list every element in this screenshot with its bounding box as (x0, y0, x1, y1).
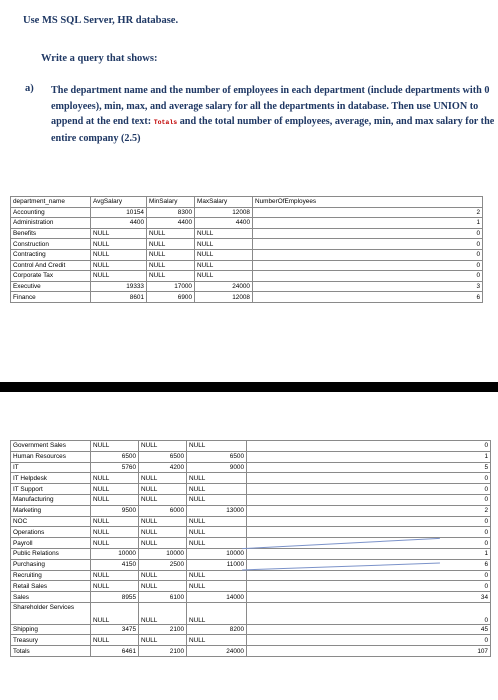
value-cell: NULL (91, 602, 139, 624)
department-cell: Construction (11, 239, 91, 250)
value-cell: 4400 (91, 218, 147, 229)
value-cell: NULL (147, 249, 195, 260)
value-cell: 2 (253, 207, 483, 218)
value-cell: 45 (247, 624, 491, 635)
value-cell: NULL (187, 581, 247, 592)
value-cell: 0 (247, 570, 491, 581)
table-row (11, 602, 491, 624)
value-cell: 0 (247, 527, 491, 538)
table-row (11, 484, 491, 495)
value-cell: 10154 (91, 207, 147, 218)
value-cell: 0 (253, 249, 483, 260)
value-cell: NULL (91, 260, 147, 271)
value-cell: NULL (91, 484, 139, 495)
value-cell: 10000 (139, 548, 187, 559)
page-heading: Use MS SQL Server, HR database. (23, 15, 179, 26)
value-cell: NULL (91, 441, 139, 452)
value-cell: NULL (187, 441, 247, 452)
value-cell: 11000 (187, 559, 247, 570)
table-row (11, 441, 491, 452)
table-row (11, 260, 483, 271)
department-cell: Retail Sales (11, 581, 91, 592)
value-cell: NULL (91, 473, 139, 484)
value-cell: NULL (139, 570, 187, 581)
table-row (11, 271, 483, 282)
value-cell: 6461 (91, 646, 139, 657)
value-cell: NULL (187, 570, 247, 581)
department-cell: Payroll (11, 538, 91, 549)
table-row (11, 646, 491, 657)
value-cell: 0 (247, 473, 491, 484)
question-marker: a) (25, 83, 34, 94)
value-cell: 4400 (195, 218, 253, 229)
value-cell: NULL (139, 516, 187, 527)
value-cell: NULL (195, 239, 253, 250)
value-cell: NULL (187, 473, 247, 484)
value-cell: 0 (253, 271, 483, 282)
value-cell: 6900 (147, 292, 195, 303)
value-cell: NULL (139, 494, 187, 505)
value-cell: 2100 (139, 646, 187, 657)
department-cell: IT Support (11, 484, 91, 495)
table-row (11, 516, 491, 527)
value-cell: NULL (91, 527, 139, 538)
value-cell: 4400 (147, 218, 195, 229)
department-cell: Shareholder Services (11, 602, 91, 624)
value-cell: NULL (139, 538, 187, 549)
table-row (11, 462, 491, 473)
value-cell: 19333 (91, 281, 147, 292)
value-cell: NULL (91, 494, 139, 505)
table-row (11, 570, 491, 581)
value-cell: 0 (253, 228, 483, 239)
value-cell: 8601 (91, 292, 147, 303)
department-cell: Government Sales (11, 441, 91, 452)
value-cell: NULL (187, 516, 247, 527)
table-row (11, 451, 491, 462)
department-cell: Contracting (11, 249, 91, 260)
table-row (11, 281, 483, 292)
value-cell: 0 (247, 441, 491, 452)
department-cell: Sales (11, 592, 91, 603)
question-text-before: The department name and the number of employees in each department (include departments with 0 employees), min, max, and average salary for all the departments in database. Then use UNION to append at the end text: (51, 85, 490, 127)
table-row (11, 218, 483, 229)
value-cell: 13000 (187, 505, 247, 516)
task-subheading: Write a query that shows: (41, 53, 158, 64)
value-cell: NULL (91, 228, 147, 239)
table-row (11, 592, 491, 603)
value-cell: 12008 (195, 292, 253, 303)
value-cell: 0 (247, 538, 491, 549)
value-cell: 6500 (187, 451, 247, 462)
value-cell: 3475 (91, 624, 139, 635)
value-cell: NULL (91, 516, 139, 527)
value-cell: 9000 (187, 462, 247, 473)
table-row (11, 207, 483, 218)
department-cell: Corporate Tax (11, 271, 91, 282)
department-cell: IT (11, 462, 91, 473)
value-cell: 4200 (139, 462, 187, 473)
value-cell: NULL (139, 581, 187, 592)
value-cell: 34 (247, 592, 491, 603)
value-cell: NULL (195, 249, 253, 260)
value-cell: NULL (91, 538, 139, 549)
column-header: department_name (11, 197, 91, 208)
value-cell: 5760 (91, 462, 139, 473)
value-cell: 6000 (139, 505, 187, 516)
table-row (11, 635, 491, 646)
value-cell: 6100 (139, 592, 187, 603)
value-cell: NULL (147, 228, 195, 239)
department-cell: Control And Credit (11, 260, 91, 271)
value-cell: 24000 (195, 281, 253, 292)
question-text-after: and the total number of employees, average, min, and max salary for the entire company (2.5) (51, 116, 495, 144)
table-row (11, 581, 491, 592)
department-cell: Marketing (11, 505, 91, 516)
value-cell: NULL (91, 635, 139, 646)
department-cell: NOC (11, 516, 91, 527)
table-header-row (11, 197, 483, 208)
value-cell: 12008 (195, 207, 253, 218)
value-cell: NULL (195, 228, 253, 239)
value-cell: NULL (139, 473, 187, 484)
table-row (11, 228, 483, 239)
value-cell: NULL (187, 602, 247, 624)
department-cell: Administration (11, 218, 91, 229)
column-header: NumberOfEmployees (253, 197, 483, 208)
value-cell: 24000 (187, 646, 247, 657)
table-row (11, 548, 491, 559)
column-header: AvgSalary (91, 197, 147, 208)
department-cell: Public Relations (11, 548, 91, 559)
value-cell: 17000 (147, 281, 195, 292)
value-cell: 0 (247, 516, 491, 527)
value-cell: 0 (247, 602, 491, 624)
value-cell: NULL (91, 570, 139, 581)
department-cell: Purchasing (11, 559, 91, 570)
value-cell: NULL (139, 441, 187, 452)
value-cell: 8200 (187, 624, 247, 635)
value-cell: NULL (147, 239, 195, 250)
department-cell: Human Resources (11, 451, 91, 462)
value-cell: 9500 (91, 505, 139, 516)
value-cell: NULL (139, 602, 187, 624)
value-cell: NULL (147, 260, 195, 271)
value-cell: 5 (247, 462, 491, 473)
value-cell: 0 (247, 581, 491, 592)
value-cell: NULL (195, 260, 253, 271)
value-cell: 8300 (147, 207, 195, 218)
value-cell: 0 (253, 260, 483, 271)
question-code: Totals (153, 119, 178, 126)
results-table-1 (10, 196, 483, 303)
value-cell: 107 (247, 646, 491, 657)
value-cell: 1 (247, 451, 491, 462)
value-cell: 6 (247, 559, 491, 570)
value-cell: 0 (247, 484, 491, 495)
department-cell: Totals (11, 646, 91, 657)
value-cell: 6 (253, 292, 483, 303)
value-cell: NULL (187, 538, 247, 549)
department-cell: Executive (11, 281, 91, 292)
value-cell: 10000 (91, 548, 139, 559)
table-row (11, 239, 483, 250)
department-cell: Shipping (11, 624, 91, 635)
department-cell: Treasury (11, 635, 91, 646)
value-cell: NULL (147, 271, 195, 282)
department-cell: Benefits (11, 228, 91, 239)
value-cell: 1 (247, 548, 491, 559)
value-cell: 8955 (91, 592, 139, 603)
value-cell: NULL (187, 494, 247, 505)
table-row (11, 473, 491, 484)
value-cell: 6500 (91, 451, 139, 462)
value-cell: 3 (253, 281, 483, 292)
table-row (11, 527, 491, 538)
value-cell: 10000 (187, 548, 247, 559)
table-row (11, 292, 483, 303)
value-cell: 2500 (139, 559, 187, 570)
value-cell: NULL (195, 271, 253, 282)
column-header: MaxSalary (195, 197, 253, 208)
value-cell: 14000 (187, 592, 247, 603)
value-cell: NULL (187, 484, 247, 495)
table-row (11, 249, 483, 260)
column-header: MinSalary (147, 197, 195, 208)
value-cell: 2100 (139, 624, 187, 635)
question-text (51, 83, 496, 146)
value-cell: NULL (187, 527, 247, 538)
department-cell: Manufacturing (11, 494, 91, 505)
department-cell: Accounting (11, 207, 91, 218)
value-cell: NULL (91, 271, 147, 282)
value-cell: NULL (187, 635, 247, 646)
department-cell: Recruiting (11, 570, 91, 581)
table-row (11, 494, 491, 505)
table-row (11, 505, 491, 516)
value-cell: NULL (91, 249, 147, 260)
value-cell: 4150 (91, 559, 139, 570)
value-cell: 0 (247, 494, 491, 505)
value-cell: NULL (139, 635, 187, 646)
department-cell: Finance (11, 292, 91, 303)
value-cell: NULL (91, 581, 139, 592)
value-cell: 6500 (139, 451, 187, 462)
value-cell: NULL (139, 484, 187, 495)
value-cell: 0 (247, 635, 491, 646)
value-cell: NULL (139, 527, 187, 538)
value-cell: 1 (253, 218, 483, 229)
table-row (11, 624, 491, 635)
separator-band (0, 382, 498, 392)
department-cell: Operations (11, 527, 91, 538)
department-cell: IT Helpdesk (11, 473, 91, 484)
value-cell: NULL (91, 239, 147, 250)
value-cell: 0 (253, 239, 483, 250)
value-cell: 2 (247, 505, 491, 516)
